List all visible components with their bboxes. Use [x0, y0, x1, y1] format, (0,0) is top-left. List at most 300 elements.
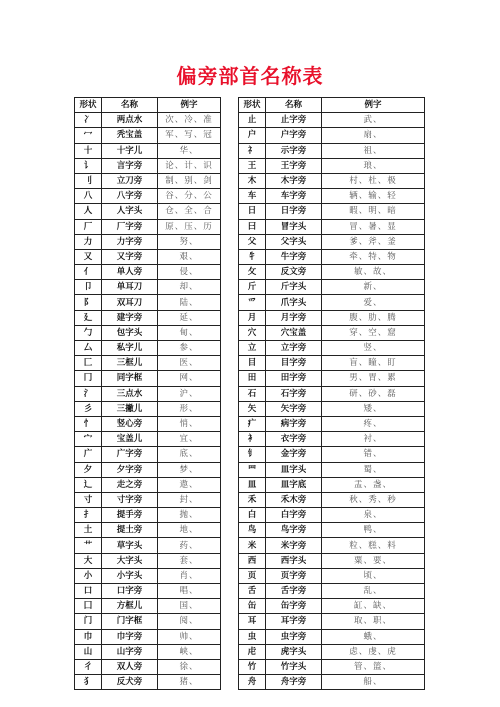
radical-shape: 土 — [75, 523, 102, 538]
radical-shape: 礻 — [239, 143, 266, 158]
example-chars: 盂、盏、 — [322, 477, 425, 492]
radical-name: 宝盖儿 — [102, 432, 158, 447]
example-chars: 祖、 — [322, 143, 425, 158]
radical-name: 目字旁 — [266, 356, 322, 371]
radical-shape: 卩 — [75, 280, 102, 295]
radical-name: 舌字旁 — [266, 584, 322, 599]
radical-shape: 车 — [239, 189, 266, 204]
table-row — [75, 675, 425, 690]
radical-name: 十字儿 — [102, 143, 158, 158]
column-gap — [221, 416, 239, 431]
example-chars: 竖、 — [322, 341, 425, 356]
column-gap — [221, 173, 239, 188]
column-gap — [221, 492, 239, 507]
radical-name: 皿字头 — [266, 462, 322, 477]
header-shape-left: 形状 — [75, 98, 102, 113]
example-chars: 参、 — [158, 341, 221, 356]
example-chars: 帅、 — [158, 629, 221, 644]
radical-name: 双耳刀 — [102, 295, 158, 310]
column-gap — [221, 659, 239, 674]
column-gap — [221, 371, 239, 386]
column-gap — [221, 523, 239, 538]
radical-shape: 斤 — [239, 280, 266, 295]
table-row — [75, 416, 425, 431]
radical-shape: 门 — [75, 614, 102, 629]
radical-shape: 又 — [75, 249, 102, 264]
column-gap — [221, 128, 239, 143]
table-row — [75, 143, 425, 158]
radical-shape: 扌 — [75, 508, 102, 523]
example-chars: 鸭、 — [322, 523, 425, 538]
table-row — [75, 310, 425, 325]
radical-shape: 木 — [239, 173, 266, 188]
radical-shape: 勹 — [75, 325, 102, 340]
example-chars: 武、 — [322, 113, 425, 128]
radical-name: 建字旁 — [102, 310, 158, 325]
example-chars: 侵、 — [158, 265, 221, 280]
example-chars: 套、 — [158, 553, 221, 568]
radical-shape: 廴 — [75, 310, 102, 325]
table-row — [75, 219, 425, 234]
table-row — [75, 356, 425, 371]
column-gap — [221, 629, 239, 644]
example-chars: 缸、缺、 — [322, 599, 425, 614]
example-chars: 宜、 — [158, 432, 221, 447]
radical-name: 月字旁 — [266, 310, 322, 325]
radical-name: 病字旁 — [266, 416, 322, 431]
radical-shape: 广 — [75, 447, 102, 462]
radical-name: 力字旁 — [102, 234, 158, 249]
radical-name: 寸字旁 — [102, 492, 158, 507]
example-chars: 国、 — [158, 599, 221, 614]
example-chars: 猪、 — [158, 675, 221, 690]
example-chars: 药、 — [158, 538, 221, 553]
radical-shape: 八 — [75, 189, 102, 204]
table-header-row — [75, 98, 425, 113]
example-chars: 次、冷、准 — [158, 113, 221, 128]
radical-name: 草字头 — [102, 538, 158, 553]
radical-name: 车字旁 — [266, 189, 322, 204]
radical-name: 缶字旁 — [266, 599, 322, 614]
table-row — [75, 341, 425, 356]
column-gap — [221, 98, 239, 113]
radical-shape: 十 — [75, 143, 102, 158]
example-chars: 仓、全、合 — [158, 204, 221, 219]
table-row — [75, 173, 425, 188]
radical-name: 虫字旁 — [266, 629, 322, 644]
radical-name: 小字头 — [102, 568, 158, 583]
radical-shape: 米 — [239, 538, 266, 553]
radical-shape: 小 — [75, 568, 102, 583]
table-row — [75, 492, 425, 507]
header-name-right: 名称 — [266, 98, 322, 113]
example-chars: 取、职、 — [322, 614, 425, 629]
example-chars: 冒、暑、显 — [322, 219, 425, 234]
table-row — [75, 447, 425, 462]
radical-shape: 囗 — [75, 599, 102, 614]
example-chars: 峡、 — [158, 644, 221, 659]
example-chars: 腹、肋、腾 — [322, 310, 425, 325]
radical-name: 提土旁 — [102, 523, 158, 538]
table-row — [75, 523, 425, 538]
example-chars: 泉、 — [322, 508, 425, 523]
radical-name: 山字旁 — [102, 644, 158, 659]
radical-shape: 曰 — [239, 219, 266, 234]
radical-shape: 艹 — [75, 538, 102, 553]
radical-name: 金字旁 — [266, 447, 322, 462]
radical-name: 门字框 — [102, 614, 158, 629]
radical-name: 竖心旁 — [102, 416, 158, 431]
table-row — [75, 204, 425, 219]
radical-shape: 匚 — [75, 356, 102, 371]
radical-name: 皿字底 — [266, 477, 322, 492]
column-gap — [221, 462, 239, 477]
radical-shape: 衤 — [239, 432, 266, 447]
radical-shape: 人 — [75, 204, 102, 219]
radical-shape: 山 — [75, 644, 102, 659]
radical-name: 冒字头 — [266, 219, 322, 234]
column-gap — [221, 477, 239, 492]
example-chars: 船、 — [322, 675, 425, 690]
column-gap — [221, 432, 239, 447]
radical-shape: 攵 — [239, 265, 266, 280]
column-gap — [221, 158, 239, 173]
radical-shape: 厶 — [75, 341, 102, 356]
radical-shape: 巾 — [75, 629, 102, 644]
example-chars: 穿、空、窟 — [322, 325, 425, 340]
radical-name: 耳字旁 — [266, 614, 322, 629]
radical-name: 父字头 — [266, 234, 322, 249]
radical-name: 包字头 — [102, 325, 158, 340]
radical-name: 斤字头 — [266, 280, 322, 295]
table-row — [75, 280, 425, 295]
table-row — [75, 295, 425, 310]
example-chars: 肖、 — [158, 568, 221, 583]
radical-name: 八字旁 — [102, 189, 158, 204]
radical-name: 穴宝盖 — [266, 325, 322, 340]
radical-shape: 舌 — [239, 584, 266, 599]
radical-shape: 冂 — [75, 371, 102, 386]
column-gap — [221, 568, 239, 583]
column-gap — [221, 599, 239, 614]
radical-name: 两点水 — [102, 113, 158, 128]
radical-name: 人字头 — [102, 204, 158, 219]
radical-name: 爪字头 — [266, 295, 322, 310]
table-row — [75, 158, 425, 173]
radical-name: 矢字旁 — [266, 401, 322, 416]
example-chars: 研、砂、磊 — [322, 386, 425, 401]
example-chars: 乱、 — [322, 584, 425, 599]
radical-shape: 夕 — [75, 462, 102, 477]
example-chars: 沪、 — [158, 386, 221, 401]
table-row — [75, 629, 425, 644]
table-row — [75, 538, 425, 553]
example-chars: 虑、虔、虎 — [322, 644, 425, 659]
radical-shape: 缶 — [239, 599, 266, 614]
radical-shape: 日 — [239, 204, 266, 219]
header-example-right: 例字 — [322, 98, 425, 113]
radical-name: 反犬旁 — [102, 675, 158, 690]
example-chars: 琅、 — [322, 158, 425, 173]
example-chars: 医、 — [158, 356, 221, 371]
table-row — [75, 234, 425, 249]
radical-name: 巾字旁 — [102, 629, 158, 644]
radical-name: 厂字旁 — [102, 219, 158, 234]
table-row — [75, 249, 425, 264]
radical-shape: 户 — [239, 128, 266, 143]
radical-shape: 皿 — [239, 477, 266, 492]
example-chars: 阅、 — [158, 614, 221, 629]
radical-shape: 耳 — [239, 614, 266, 629]
example-chars: 秋、秀、秒 — [322, 492, 425, 507]
radical-name: 竹字头 — [266, 659, 322, 674]
example-chars: 牵、特、物 — [322, 249, 425, 264]
radical-name: 王字旁 — [266, 158, 322, 173]
column-gap — [221, 325, 239, 340]
example-chars: 唱、 — [158, 584, 221, 599]
radical-name: 同字框 — [102, 371, 158, 386]
column-gap — [221, 341, 239, 356]
radical-name: 鸟字旁 — [266, 523, 322, 538]
radical-name: 口字旁 — [102, 584, 158, 599]
radical-name: 西字头 — [266, 553, 322, 568]
radical-shape: 页 — [239, 568, 266, 583]
table-row — [75, 371, 425, 386]
radical-name: 虎字头 — [266, 644, 322, 659]
radical-shape: 禾 — [239, 492, 266, 507]
radical-name: 舟字旁 — [266, 675, 322, 690]
column-gap — [221, 356, 239, 371]
example-chars: 原、压、历 — [158, 219, 221, 234]
column-gap — [221, 295, 239, 310]
radical-shape: 辶 — [75, 477, 102, 492]
radical-shape: 氵 — [75, 386, 102, 401]
example-chars: 男、胃、累 — [322, 371, 425, 386]
example-chars: 网、 — [158, 371, 221, 386]
radical-name: 牛字旁 — [266, 249, 322, 264]
radical-name: 大字头 — [102, 553, 158, 568]
radical-name: 田字旁 — [266, 371, 322, 386]
table-row — [75, 644, 425, 659]
radical-shape: 大 — [75, 553, 102, 568]
radical-shape: 立 — [239, 341, 266, 356]
column-gap — [221, 234, 239, 249]
table-row — [75, 432, 425, 447]
radical-name: 秃宝盖 — [102, 128, 158, 143]
example-chars: 悄、 — [158, 416, 221, 431]
radical-shape: 止 — [239, 113, 266, 128]
header-shape-right: 形状 — [239, 98, 266, 113]
radical-shape: 亻 — [75, 265, 102, 280]
radical-name: 单人旁 — [102, 265, 158, 280]
table-row — [75, 113, 425, 128]
example-chars: 军、写、冠 — [158, 128, 221, 143]
example-chars: 制、别、剑 — [158, 173, 221, 188]
radical-shape: 罒 — [239, 462, 266, 477]
table-row — [75, 584, 425, 599]
radical-shape: 牜 — [239, 249, 266, 264]
table-row — [75, 568, 425, 583]
table-row — [75, 614, 425, 629]
example-chars: 论、计、识 — [158, 158, 221, 173]
radical-shape: 冫 — [75, 113, 102, 128]
radical-name: 衣字旁 — [266, 432, 322, 447]
column-gap — [221, 204, 239, 219]
example-chars: 努、 — [158, 234, 221, 249]
radical-shape: 父 — [239, 234, 266, 249]
column-gap — [221, 401, 239, 416]
table-row — [75, 401, 425, 416]
column-gap — [221, 675, 239, 690]
radical-shape: 穴 — [239, 325, 266, 340]
radical-shape: 疒 — [239, 416, 266, 431]
example-chars: 粟、要、 — [322, 553, 425, 568]
radical-shape: 讠 — [75, 158, 102, 173]
radical-name: 示字旁 — [266, 143, 322, 158]
column-gap — [221, 614, 239, 629]
table-row — [75, 462, 425, 477]
example-chars: 村、杜、极 — [322, 173, 425, 188]
example-chars: 延、 — [158, 310, 221, 325]
example-chars: 甸、 — [158, 325, 221, 340]
radical-shape: 彳 — [75, 659, 102, 674]
radical-shape: 虍 — [239, 644, 266, 659]
header-name-left: 名称 — [102, 98, 158, 113]
radical-shape: 虫 — [239, 629, 266, 644]
example-chars: 蜀、 — [322, 462, 425, 477]
radical-shape: 王 — [239, 158, 266, 173]
example-chars: 形、 — [158, 401, 221, 416]
column-gap — [221, 113, 239, 128]
radical-name: 禾木旁 — [266, 492, 322, 507]
radical-name: 白字旁 — [266, 508, 322, 523]
radical-shape: 阝 — [75, 295, 102, 310]
example-chars: 暇、明、暗 — [322, 204, 425, 219]
example-chars: 敏、故、 — [322, 265, 425, 280]
radical-name: 三撇儿 — [102, 401, 158, 416]
example-chars: 爹、斧、釜 — [322, 234, 425, 249]
radical-name: 户字旁 — [266, 128, 322, 143]
table-row — [75, 386, 425, 401]
radical-name: 私字儿 — [102, 341, 158, 356]
table-row — [75, 659, 425, 674]
example-chars: 衬、 — [322, 432, 425, 447]
example-chars: 盲、瞳、盯 — [322, 356, 425, 371]
example-chars: 矮、 — [322, 401, 425, 416]
radical-name: 方框儿 — [102, 599, 158, 614]
radical-name: 广字旁 — [102, 447, 158, 462]
radical-shape: 目 — [239, 356, 266, 371]
table-row — [75, 128, 425, 143]
radical-shape: 白 — [239, 508, 266, 523]
radical-shape: 冖 — [75, 128, 102, 143]
radical-name: 页字旁 — [266, 568, 322, 583]
radical-shape: 刂 — [75, 173, 102, 188]
column-gap — [221, 538, 239, 553]
example-chars: 辆、输、轻 — [322, 189, 425, 204]
example-chars: 底、 — [158, 447, 221, 462]
radical-name: 木字旁 — [266, 173, 322, 188]
example-chars: 遨、 — [158, 477, 221, 492]
radical-shape: 舟 — [239, 675, 266, 690]
radical-shape: 竹 — [239, 659, 266, 674]
example-chars: 错、 — [322, 447, 425, 462]
radical-name: 单耳刀 — [102, 280, 158, 295]
example-chars: 谷、分、公 — [158, 189, 221, 204]
radical-name: 止字旁 — [266, 113, 322, 128]
column-gap — [221, 189, 239, 204]
table-row — [75, 508, 425, 523]
example-chars: 地、 — [158, 523, 221, 538]
example-chars: 粒、糕、料 — [322, 538, 425, 553]
example-chars: 抛、 — [158, 508, 221, 523]
example-chars: 徐、 — [158, 659, 221, 674]
radical-name: 立字旁 — [266, 341, 322, 356]
radical-shape: 鸟 — [239, 523, 266, 538]
radical-shape: 厂 — [75, 219, 102, 234]
table-row — [75, 599, 425, 614]
radical-name: 又字旁 — [102, 249, 158, 264]
radical-shape: 宀 — [75, 432, 102, 447]
radical-name: 言字旁 — [102, 158, 158, 173]
column-gap — [221, 553, 239, 568]
column-gap — [221, 508, 239, 523]
table-row — [75, 553, 425, 568]
radical-name: 双人旁 — [102, 659, 158, 674]
table-row — [75, 265, 425, 280]
example-chars: 顷、 — [322, 568, 425, 583]
example-chars: 陆、 — [158, 295, 221, 310]
table-row — [75, 477, 425, 492]
radical-shape: 田 — [239, 371, 266, 386]
radical-shape: 月 — [239, 310, 266, 325]
radical-name: 日字旁 — [266, 204, 322, 219]
column-gap — [221, 447, 239, 462]
radical-shape: 爫 — [239, 295, 266, 310]
column-gap — [221, 310, 239, 325]
radical-name: 反文旁 — [266, 265, 322, 280]
example-chars: 封、 — [158, 492, 221, 507]
radical-shape: 忄 — [75, 416, 102, 431]
radical-shape: 寸 — [75, 492, 102, 507]
column-gap — [221, 265, 239, 280]
table-row — [75, 325, 425, 340]
table-body — [75, 113, 425, 690]
radical-shape: 犭 — [75, 675, 102, 690]
column-gap — [221, 386, 239, 401]
example-chars: 蛾、 — [322, 629, 425, 644]
radical-shape: 矢 — [239, 401, 266, 416]
radical-table — [74, 97, 425, 690]
example-chars: 新、 — [322, 280, 425, 295]
radical-shape: 石 — [239, 386, 266, 401]
example-chars: 爱、 — [322, 295, 425, 310]
radical-name: 米字旁 — [266, 538, 322, 553]
column-gap — [221, 644, 239, 659]
example-chars: 艰、 — [158, 249, 221, 264]
example-chars: 却、 — [158, 280, 221, 295]
radical-shape: 彡 — [75, 401, 102, 416]
example-chars: 华、 — [158, 143, 221, 158]
radical-shape: 口 — [75, 584, 102, 599]
radical-shape: 力 — [75, 234, 102, 249]
example-chars: 疼、 — [322, 416, 425, 431]
column-gap — [221, 143, 239, 158]
column-gap — [221, 219, 239, 234]
header-example-left: 例字 — [158, 98, 221, 113]
radical-name: 提手旁 — [102, 508, 158, 523]
column-gap — [221, 584, 239, 599]
